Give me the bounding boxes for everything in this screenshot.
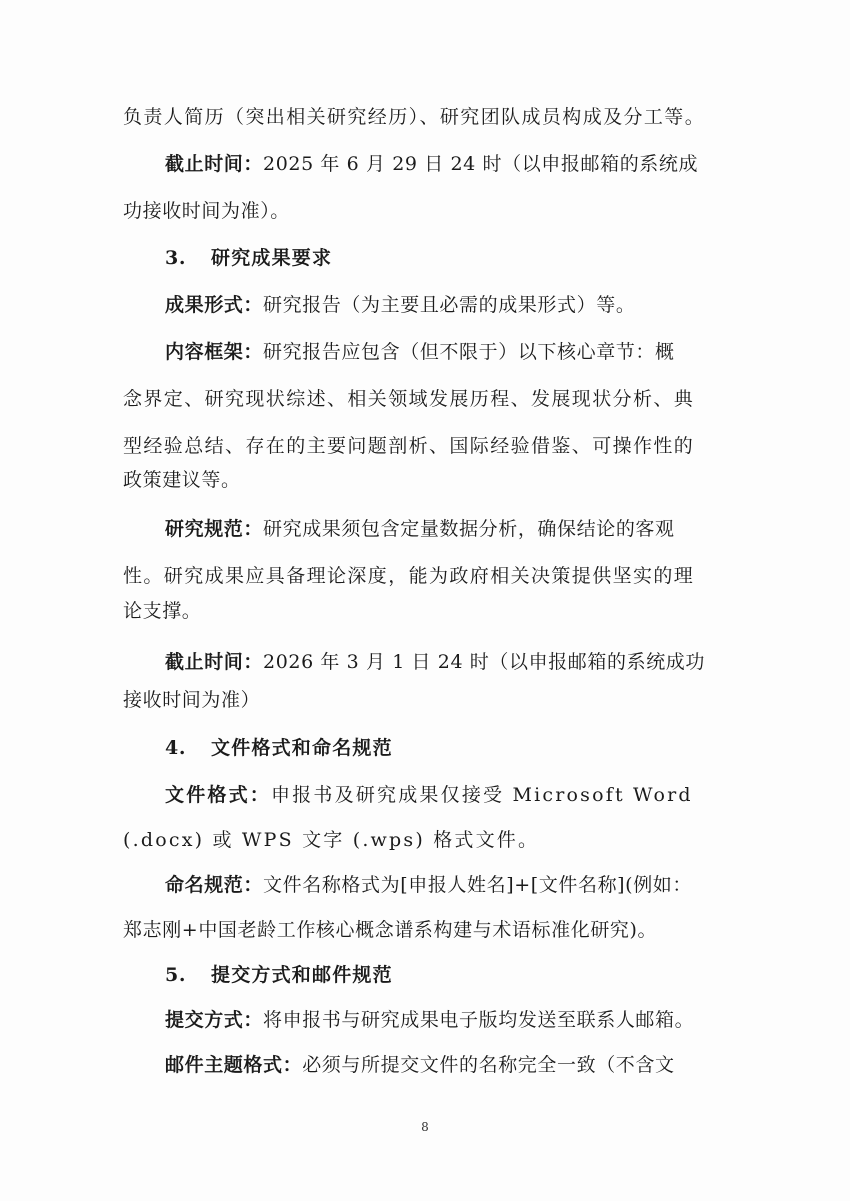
body-line-deadline-2-cont: 接收时间为准） bbox=[123, 689, 261, 711]
text-framework: 研究报告应包含（但不限于）以下核心章节：概 bbox=[263, 341, 675, 363]
body-line-fileformat-2: (.docx) 或 WPS 文字 (.wps) 格式文件。 bbox=[123, 829, 540, 851]
paragraph-deadline-1 bbox=[165, 151, 765, 177]
body-line-deadline-1-cont: 功接收时间为准）。 bbox=[123, 200, 290, 222]
label-submit: 提交方式： bbox=[165, 1009, 264, 1031]
body-line-norm-3: 论支撑。 bbox=[123, 600, 202, 622]
section-title-4: 文件格式和命名规范 bbox=[211, 737, 393, 759]
section-heading-3 bbox=[165, 245, 765, 271]
text-submit: 将申报书与研究成果电子版均发送至联系人邮箱。 bbox=[263, 1009, 695, 1031]
paragraph-norm bbox=[165, 516, 765, 542]
section-heading-4 bbox=[165, 735, 765, 761]
body-line-framework-4: 政策建议等。 bbox=[123, 469, 241, 491]
body-line-framework-2: 念界定、研究现状综述、相关领域发展历程、发展现状分析、典 bbox=[123, 388, 695, 410]
text-subject: 必须与所提交文件的名称完全一致（不含文 bbox=[302, 1054, 675, 1076]
paragraph-framework bbox=[165, 339, 765, 365]
label-fileformat: 文件格式： bbox=[165, 784, 272, 806]
text-fileformat: 申报书及研究成果仅接受 Microsoft Word bbox=[271, 784, 693, 806]
page-number: 8 bbox=[421, 1120, 429, 1134]
paragraph-form bbox=[165, 292, 765, 318]
body-line-framework-3: 型经验总结、存在的主要问题剖析、国际经验借鉴、可操作性的 bbox=[123, 435, 695, 457]
body-line-naming-2: 郑志刚+中国老龄工作核心概念谱系构建与术语标准化研究)。 bbox=[123, 919, 658, 941]
text-norm: 研究成果须包含定量数据分析，确保结论的客观 bbox=[263, 518, 675, 540]
text-naming: 文件名称格式为[申报人姓名]+[文件名称](例如： bbox=[263, 874, 692, 896]
section-title-5: 提交方式和邮件规范 bbox=[211, 964, 393, 986]
paragraph-subject bbox=[165, 1052, 765, 1078]
label-deadline-2: 截止时间： bbox=[165, 651, 264, 673]
paragraph-deadline-2 bbox=[165, 649, 765, 675]
label-subject: 邮件主题格式： bbox=[165, 1054, 303, 1076]
label-naming: 命名规范： bbox=[165, 874, 264, 896]
section-number-5: 5. bbox=[165, 964, 187, 986]
body-line-norm-2: 性。研究成果应具备理论深度，能为政府相关决策提供坚实的理 bbox=[123, 565, 695, 587]
body-line-resume: 负责人简历（突出相关研究经历）、研究团队成员构成及分工等。 bbox=[123, 106, 706, 128]
label-form: 成果形式： bbox=[165, 294, 264, 316]
text-deadline-1: 2025 年 6 月 29 日 24 时（以申报邮箱的系统成 bbox=[263, 153, 699, 175]
label-deadline-1: 截止时间： bbox=[165, 153, 264, 175]
section-number-3: 3. bbox=[165, 247, 187, 269]
section-title-3: 研究成果要求 bbox=[211, 247, 333, 269]
paragraph-fileformat bbox=[165, 782, 765, 808]
label-framework: 内容框架： bbox=[165, 341, 264, 363]
label-norm: 研究规范： bbox=[165, 518, 264, 540]
section-number-4: 4. bbox=[165, 737, 187, 759]
section-heading-5 bbox=[165, 962, 765, 988]
text-deadline-2: 2026 年 3 月 1 日 24 时（以申报邮箱的系统成功 bbox=[263, 651, 706, 673]
text-form: 研究报告（为主要且必需的成果形式）等。 bbox=[263, 294, 636, 316]
paragraph-naming bbox=[165, 872, 765, 898]
paragraph-submit bbox=[165, 1007, 765, 1033]
